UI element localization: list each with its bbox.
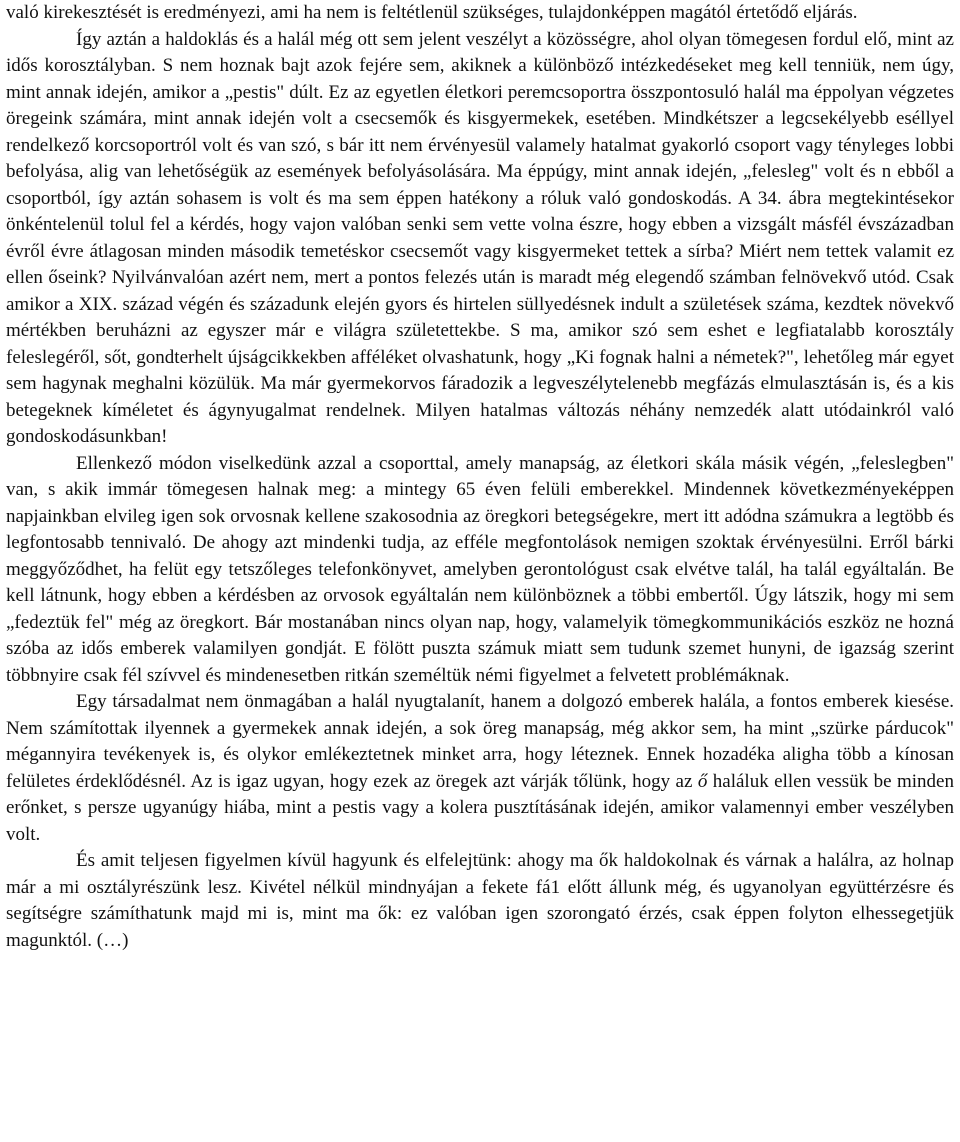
- paragraph-1: [6, 0, 954, 27]
- paragraph-text: És amit teljesen figyelmen kívül hagyunk és elfelejtünk: ahogy ma ők haldokolnak és várnak a halálra, az holnap már a mi osztályrészünk lesz. Kivétel nélkül mindnyájan a fekete fá1 előtt állunk még, és ugyanolyan együttérzésre és segítségre számíthatunk majd mi is, mint ma ők: ez valóban igen szorongató érzés, csak éppen folyton elhessegetjük magunktól. (…): [6, 850, 954, 951]
- italic-emphasis: ő: [697, 770, 708, 792]
- paragraph-text: Így aztán a haldoklás és a halál még ott sem jelent veszélyt a közösségre, ahol olyan tömegesen fordul elő, mint az idős korosztályban. S nem hoznak bajt azok fejére sem, akiknek a különböző intézkedéseket meg kell tenniük, nem úgy, mint annak idején, amikor a „pestis" dúlt. Ez az egyetlen életkori peremcsoportra összpontosuló halál ma éppolyan végzetes öregeink számára, mint annak idején volt a csecsemők és kisgyermekek, esetében. Mindkétszer a legcsekélyebb eséllyel rendelkező korcsoportról volt és van szó, s bár itt nem érvényesül valamely hatalmat gyakorló csoport vagy tényleges lobbi befolyása, alig van lehetőségük az események befolyásolására. Ma éppúgy, mint annak idején, „felesleg" volt és n ebből a csoportból, így aztán sohasem is volt és ma sem éppen hatékony a róluk való gondoskodás. A 34. ábra megtekintésekor önkéntelenül tolul fel a kérdés, hogy vajon valóban senki sem vette volna észre, hogy ebben a vizsgált másfél évszázadban évről évre átlagosan minden második temetéskor csecsemőt vagy kisgyermeket tettek a sírba? Miért nem tettek valamit ez ellen őseink? Nyilvánvalóan azért nem, mert a pontos felezés után is maradt még elegendő számban felnövekvő utód. Csak amikor a XIX. század végén és századunk elején gyors és hirtelen süllyedésnek indult a születések száma, kezdtek növekvő mértékben beruházni az egyszer már e világra születettekbe. S ma, amikor szó sem eshet e legfiatalabb korosztály feleslegéről, sőt, gondterhelt újságcikkekben afféléket olvashatunk, hogy „Ki fognak halni a németek?", lehetőleg már egyet sem hagynak meghalni közülük. Ma már gyermekorvos fáradozik a legveszélytelenebb megfázás elmulasztásán is, és a kis betegeknek kíméletet és ágynyugalmat rendelnek. Milyen hatalmas változás néhány nemzedék alatt utódainkról való gondoskodásunkban!: [6, 28, 954, 447]
- paragraph-4: [6, 689, 954, 848]
- paragraph-text: Ellenkező módon viselkedünk azzal a csoporttal, amely manapság, az életkori skála másik végén, „feleslegben" van, s akik immár tömegesen halnak meg: a mintegy 65 éven felüli emberekkel. Mindennek következményeképpen napjainkban elvileg igen sok orvosnak kellene szakosodnia az öregkori betegségekre, mert itt adódna számukra a legtöbb és legfontosabb tennivaló. De ahogy azt mindenki tudja, az efféle megfontolások nemigen szoktak érvényesülni. Erről bárki meggyőződhet, ha felüt egy tetszőleges telefonkönyvet, amelyben gerontológust csak elvétve talál, ha talál egyáltalán. Be kell látnunk, hogy ebben a kérdésben az orvosok egyáltalán nem különböznek a többi embertől. Úgy látszik, hogy mi sem „fedeztük fel" még az öregkort. Bár mostanában nincs olyan nap, hogy, valamelyik tömegkommunikációs eszköz ne hozná szóba az idős emberek valamilyen gondját. E fölött puszta számuk miatt sem tudunk szemet hunyni, de igazság szerint többnyire csak fél szívvel és mindenesetben ritkán személtük némi figyelmet a felvetett problémáknak.: [6, 452, 954, 686]
- paragraph-text: való kirekesztését is eredményezi, ami ha nem is feltétlenül szükséges, tulajdonképpen magától értetődő eljárás.: [6, 2, 858, 23]
- paragraph-2: [6, 27, 954, 451]
- paragraph-text: Egy társadalmat nem önmagában a halál nyugtalanít, hanem a dolgozó emberek halála, a fontos emberek kiesése. Nem számítottak ilyennek a gyermekek annak idején, a sok öreg manapság, még akkor sem, ha mint „szürke párducok" mégannyira tevékenyek is, és olykor emlékeztetnek minket arra, hogy léteznek. Ennek hozadéka aligha több a kínosan felületes érdeklődésnél. Az is igaz ugyan, hogy ezek az öregek azt várják tőlünk, hogy az: [6, 691, 954, 792]
- paragraph-3: [6, 451, 954, 690]
- paragraph-text: haláluk ellen vessük be minden erőnket, s persze ugyanúgy hiába, mint a pestis vagy a kolera pusztításának idején, amikor valamennyi ember veszélyben volt.: [6, 770, 954, 845]
- paragraph-5: [6, 848, 954, 954]
